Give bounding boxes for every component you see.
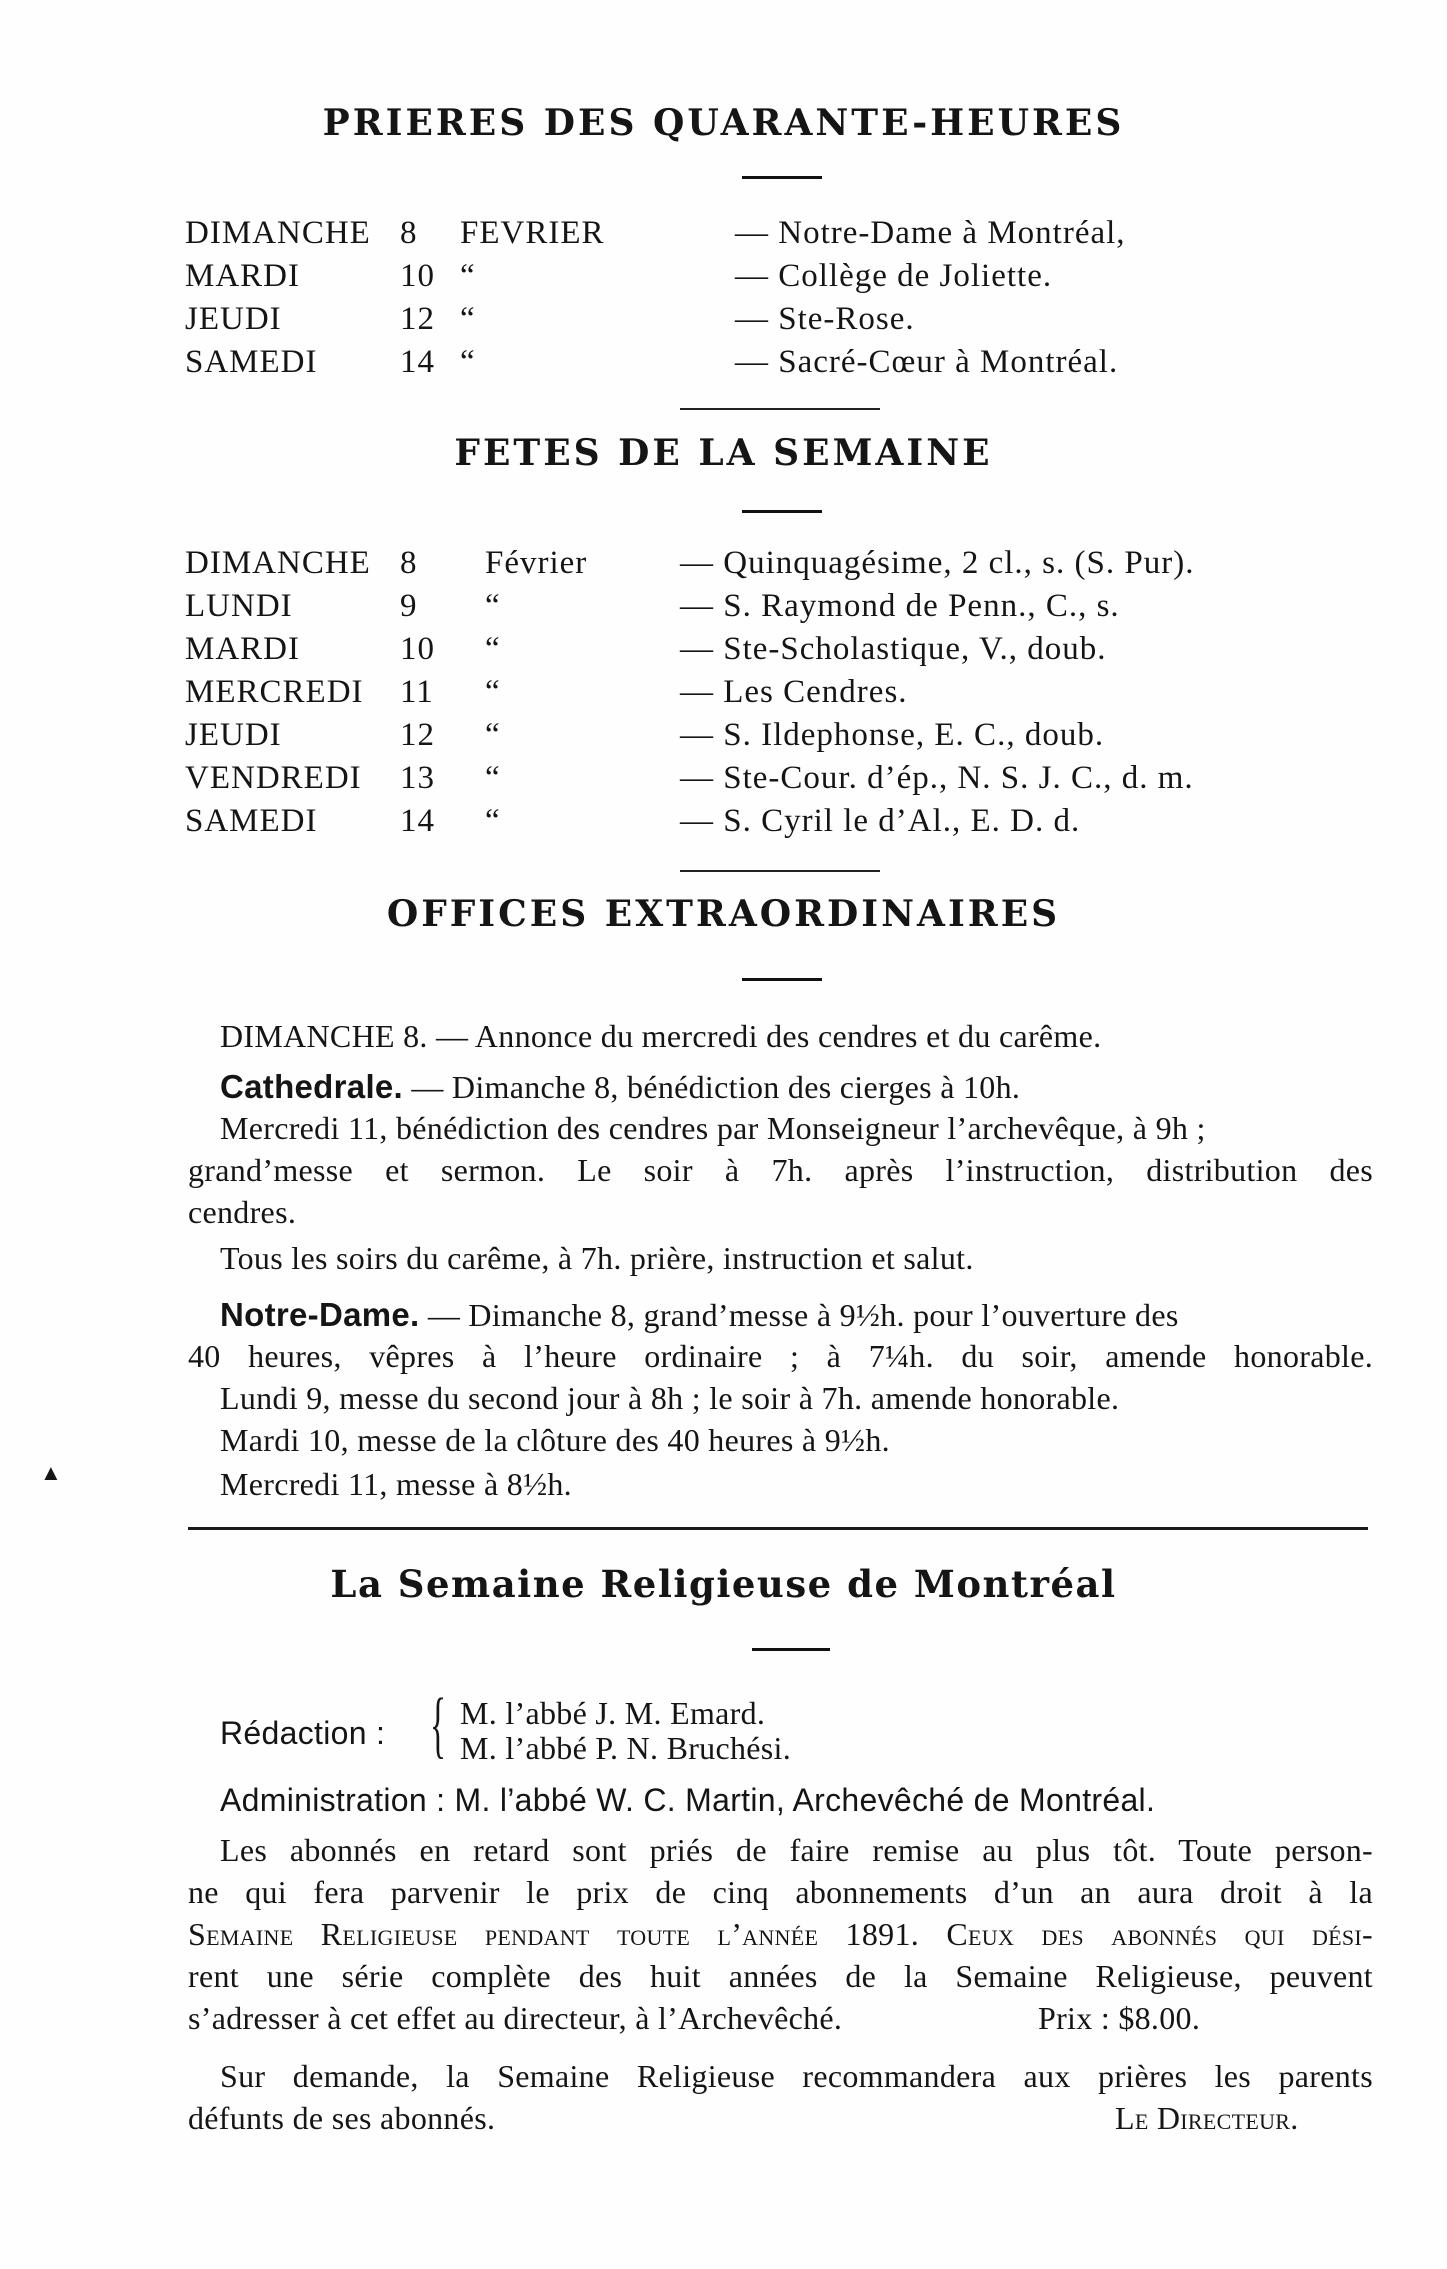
date-cell: 14 [400,344,435,380]
date-cell: 9 [400,588,418,624]
day-cell: DIMANCHE [185,215,371,251]
month-cell: “ [460,344,476,380]
description-cell: — Ste-Scholastique, V., doub. [680,631,1107,667]
section-divider [680,870,880,872]
price-text: Prix : $8.00. [1038,2000,1201,2036]
notre-dame-line: Lundi 9, messe du second jour à 8h ; le soir à 7h. amende honorable. [220,1380,1120,1416]
date-cell: 10 [400,258,435,294]
description-cell: — S. Cyril le d’Al., E. D. d. [680,803,1081,839]
notre-dame-line: Mercredi 11, messe à 8½h. [220,1466,572,1502]
redaction-name: M. l’abbé P. N. Bruchési. [460,1730,792,1766]
notre-dame-text: — Dimanche 8, grand’messe à 9½h. pour l’ouverture des [419,1297,1179,1333]
section-title-fetes: FETES DE LA SEMAINE [454,432,993,474]
month-cell: “ [485,760,501,796]
cathedrale-text: — Dimanche 8, bénédiction des cierges à 10h. [403,1069,1021,1105]
month-cell: “ [485,631,501,667]
notice-line: Sur demande, la Semaine Religieuse recommandera aux prières les parents [220,2058,1373,2094]
description-cell: — Quinquagésime, 2 cl., s. (S. Pur). [680,545,1195,581]
day-cell: DIMANCHE [185,545,371,581]
date-cell: 8 [400,215,418,251]
notice-line: défunts de ses abonnés. [188,2100,496,2136]
day-cell: MARDI [185,258,301,294]
cathedrale-line: Mercredi 11, bénédiction des cendres par Monseigneur l’archevêque, à 9h ; [220,1110,1206,1146]
day-cell: JEUDI [185,717,282,753]
title-rule [742,978,822,981]
notice-line: ne qui fera parvenir le prix de cinq abonnements d’un an aura droit à la [188,1874,1373,1910]
date-cell: 12 [400,717,435,753]
month-cell: “ [460,301,476,337]
notre-dame-line: Mardi 10, messe de la clôture des 40 heures à 9½h. [220,1422,890,1458]
section-divider [680,408,880,410]
redaction-name: M. l’abbé J. M. Emard. [460,1695,766,1731]
cathedrale-line: Tous les soirs du carême, à 7h. prière, instruction et salut. [220,1240,974,1276]
description-cell: — S. Raymond de Penn., C., s. [680,588,1120,624]
brace-symbol: { [430,1684,446,1766]
day-cell: VENDREDI [185,760,362,796]
cathedrale-line [220,1068,1020,1106]
day-cell: MARDI [185,631,301,667]
notice-line: Les abonnés en retard sont priés de faire remise au plus tôt. Toute person- [220,1832,1373,1868]
notice-line: rent une série complète des huit années de la Semaine Religieuse, peuvent [188,1958,1373,1994]
administration-line: Administration : M. l’abbé W. C. Martin, Archevêché de Montréal. [220,1782,1156,1818]
description-cell: — Ste-Cour. d’ép., N. S. J. C., d. m. [680,760,1194,796]
date-cell: 13 [400,760,435,796]
day-cell: JEUDI [185,301,282,337]
date-cell: 10 [400,631,435,667]
title-rule [742,510,822,513]
description-cell: — Les Cendres. [680,674,908,710]
title-rule [752,1648,830,1651]
notice-line [188,2000,1373,2037]
day-cell: MERCREDI [185,674,364,710]
cathedrale-line: grand’messe et sermon. Le soir à 7h. après l’instruction, distribution des [188,1152,1373,1188]
day-cell: SAMEDI [185,803,318,839]
title-rule [742,176,822,179]
page-divider [188,1527,1368,1530]
month-cell: “ [485,717,501,753]
date-cell: 8 [400,545,418,581]
section-title-quarante-heures: PRIERES DES QUARANTE-HEURES [322,102,1125,144]
description-cell: — Collège de Joliette. [735,258,1053,294]
notre-dame-line: 40 heures, vêpres à l’heure ordinaire ; à 7¼h. du soir, amende honorable. [188,1338,1373,1374]
description-cell: — S. Ildephonse, E. C., doub. [680,717,1105,753]
notice-line: Semaine Religieuse pendant toute l’année 1891. Ceux des abonnés qui dési- [188,1916,1373,1952]
signature: Le Directeur. [1115,2100,1299,2136]
date-cell: 12 [400,301,435,337]
month-cell: Février [485,545,588,581]
margin-mark: ▲ [40,1460,62,1485]
month-cell: FEVRIER [460,215,605,251]
description-cell: — Notre-Dame à Montréal, [735,215,1126,251]
notre-dame-line [220,1296,1179,1334]
cathedrale-line: cendres. [188,1194,297,1230]
day-cell: SAMEDI [185,344,318,380]
description-cell: — Sacré-Cœur à Montréal. [735,344,1119,380]
month-cell: “ [485,588,501,624]
redaction-label: Rédaction : [220,1715,386,1751]
section-title-offices: OFFICES EXTRAORDINAIRES [386,893,1061,935]
date-cell: 14 [400,803,435,839]
notice-text: s’adresser à cet effet au directeur, à l’Archevêché. [188,2000,843,2036]
offices-line: DIMANCHE 8. — Annonce du mercredi des cendres et du carême. [220,1018,1102,1054]
month-cell: “ [485,674,501,710]
date-cell: 11 [400,674,434,710]
month-cell: “ [460,258,476,294]
month-cell: “ [485,803,501,839]
cathedrale-heading: Cathedrale. [220,1068,404,1105]
section-title-semaine: La Semaine Religieuse de Montréal [330,1562,1117,1606]
description-cell: — Ste-Rose. [735,301,915,337]
notre-dame-heading: Notre-Dame. [220,1296,420,1333]
day-cell: LUNDI [185,588,293,624]
